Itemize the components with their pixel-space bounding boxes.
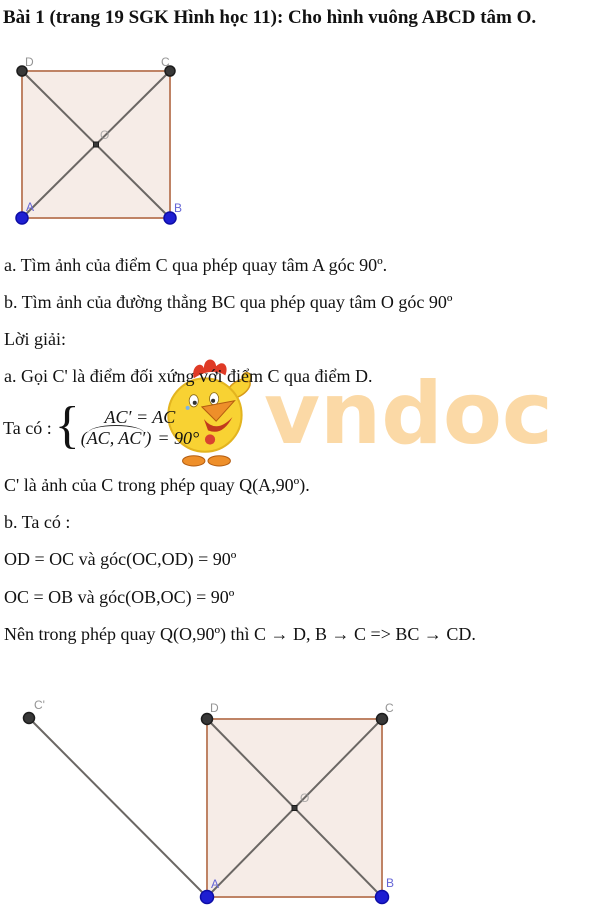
point-o: [292, 806, 297, 811]
chick-foot-left: [183, 456, 205, 466]
label-d: D: [210, 701, 219, 715]
figure-square-abcd-with-c-prime: [0, 690, 420, 906]
solution-b-line1: OD = OC và góc(OC,OD) = 90º: [4, 549, 237, 569]
figure-square-abcd: [0, 52, 200, 227]
label-o: O: [300, 791, 310, 805]
solution-a-intro: a. Gọi C' là điểm đối xứng với điểm C qua điểm D.: [4, 366, 373, 386]
label-o: O: [100, 128, 110, 142]
label-a: A: [211, 877, 220, 891]
eq2-rhs: = 90°: [157, 428, 200, 448]
label-b: B: [386, 876, 395, 890]
label-c-prime: C': [34, 698, 45, 712]
point-a: [201, 891, 214, 904]
chick-wattle: [205, 434, 215, 444]
equations: [81, 407, 199, 449]
label-a: A: [26, 200, 35, 214]
question-b: b. Tìm ảnh của đường thẳng BC qua phép quay tâm O góc 90º: [4, 292, 453, 312]
label-c: C: [161, 55, 170, 69]
solution-b-intro: b. Ta có :: [4, 512, 71, 532]
point-c: [377, 714, 388, 725]
point-d: [202, 714, 213, 725]
label-b: B: [174, 201, 183, 215]
point-b: [376, 891, 389, 904]
chick-pupil-right: [211, 399, 215, 403]
point-o: [94, 142, 99, 147]
system-brace: {: [54, 396, 80, 454]
ta-co-label: Ta có :: [3, 417, 52, 438]
chick-foot-right: [208, 456, 230, 466]
equation-2: [81, 428, 199, 449]
equation-system: [3, 396, 200, 457]
problem-title: Bài 1 (trang 19 SGK Hình học 11): Cho hình vuông ABCD tâm O.: [3, 7, 537, 28]
segment-cprime-a: [29, 718, 207, 897]
solution-a-result: C' là ảnh của C trong phép quay Q(A,90º).: [4, 475, 310, 495]
question-a: a. Tìm ảnh của điểm C qua phép quay tâm A góc 90º.: [4, 255, 388, 275]
chick-eye-right: [210, 393, 219, 405]
equation-1: AC′ = AC: [104, 407, 176, 427]
solution-b-line2: OC = OB và góc(OB,OC) = 90º: [4, 587, 235, 607]
solution-b-conclusion: Nên trong phép quay Q(O,90º) thì C → D, B → C => BC → CD.: [4, 624, 476, 644]
watermark-text: vndoc: [264, 364, 553, 464]
eq2-angle-arc: AC, AC′: [86, 428, 146, 448]
point-c-prime: [24, 713, 35, 724]
eq2-close-paren: ): [145, 428, 152, 448]
label-c: C: [385, 701, 394, 715]
eq2-open-paren: (: [80, 428, 87, 448]
label-d: D: [25, 55, 34, 69]
solution-heading: Lời giải:: [4, 329, 67, 349]
